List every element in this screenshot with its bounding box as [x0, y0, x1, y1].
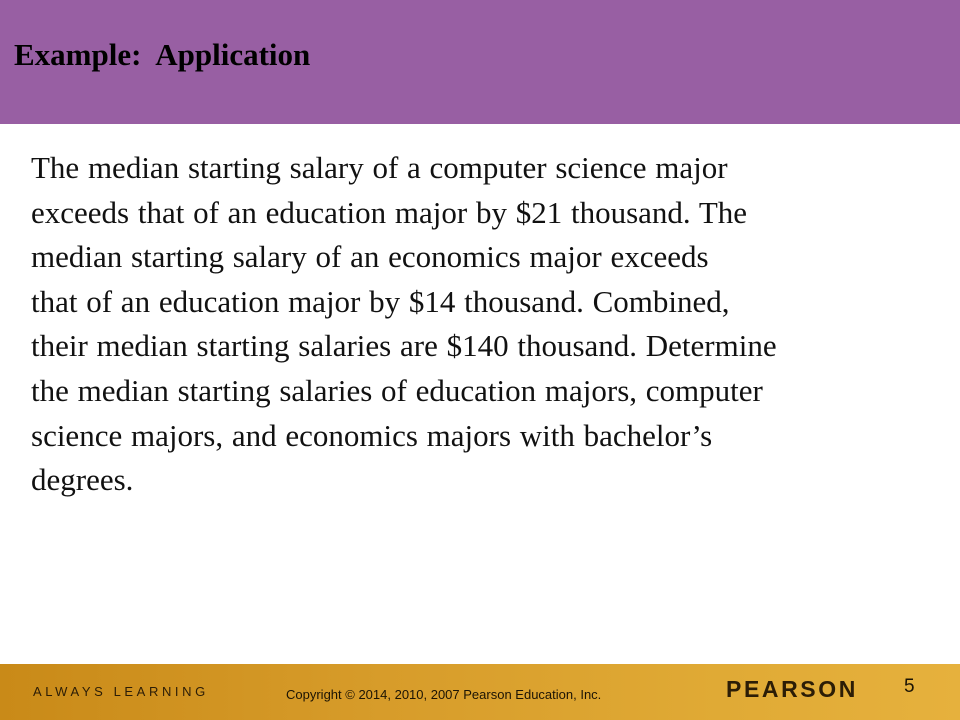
copyright-notice: Copyright © 2014, 2010, 2007 Pearson Education, Inc. — [286, 687, 602, 702]
body-line: their median starting salaries are $140 thousand. Determine — [31, 328, 777, 364]
always-learning-tagline: ALWAYS LEARNING — [33, 684, 209, 699]
body-line: that of an education major by $14 thousand. Combined, — [31, 283, 730, 319]
slide-title: Example: Application — [14, 37, 311, 72]
pearson-logo: PEARSON — [726, 676, 858, 702]
page-number: 5 — [904, 676, 915, 697]
body-line: science majors, and economics majors with bachelor’s — [31, 417, 713, 453]
slide-body — [31, 146, 946, 503]
body-line: degrees. — [31, 462, 134, 498]
body-line: the median starting salaries of education majors, computer — [31, 372, 763, 408]
body-line: median starting salary of an economics major exceeds — [31, 239, 709, 275]
body-line: The median starting salary of a computer science major — [31, 150, 728, 185]
body-line: exceeds that of an education major by $21 thousand. The — [31, 194, 748, 230]
